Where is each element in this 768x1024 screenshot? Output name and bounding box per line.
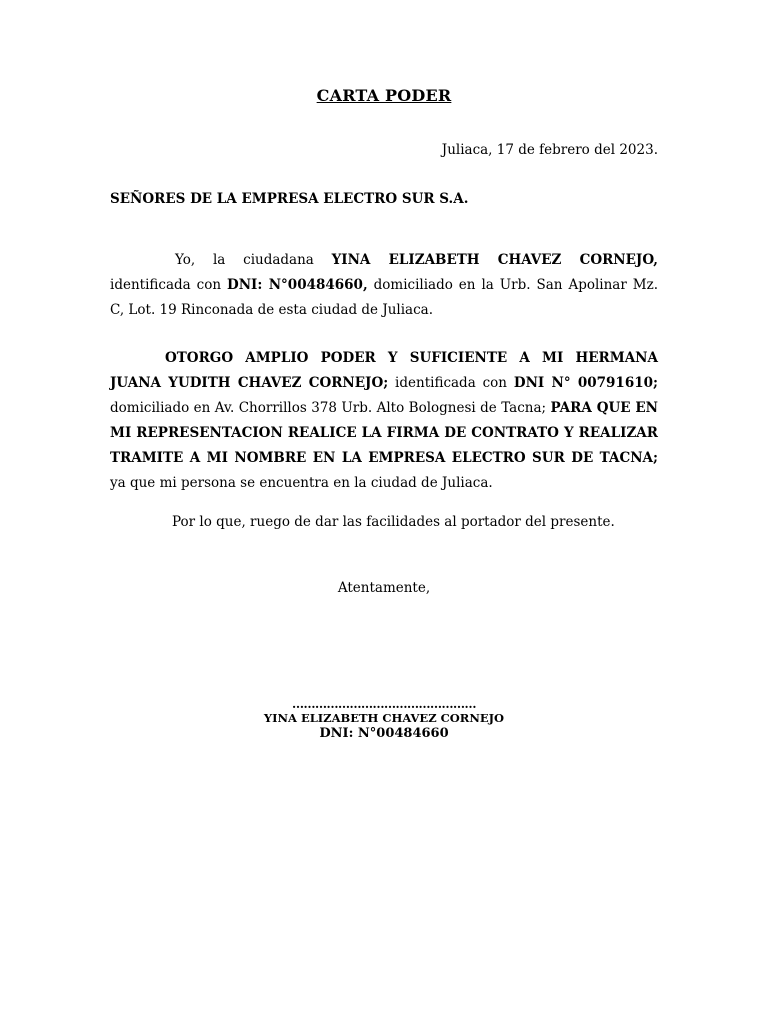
p2-text-3: ya que mi persona se encuentra en la ciudad de Juliaca. (110, 475, 493, 491)
signature-line: ………………………………………… (292, 697, 476, 711)
p2-agent-dni: DNI N° 00791610; (513, 375, 658, 391)
document-title: CARTA PODER (316, 86, 452, 105)
date-line: Juliaca, 17 de febrero del 2023. (441, 142, 658, 158)
p1-grantor-dni: DNI: N°00484660, (227, 277, 368, 293)
p2-purpose: PARA QUE EN MI REPRESENTACION REALICE LA FIRMA DE CONTRATO Y REALIZAR TRAMITE A MI NOMBRE EN LA EMPRESA ELECTRO SUR DE TACNA; (110, 400, 658, 466)
signature-block (0, 697, 768, 742)
p2-text-1: identificada con (388, 375, 514, 391)
closing-line: Atentamente, (337, 580, 431, 596)
p2-text-2: domiciliado en Av. Chorrillos 378 Urb. Alto Bolognesi de Tacna; (110, 400, 551, 416)
signature-name: YINA ELIZABETH CHAVEZ CORNEJO (263, 711, 505, 725)
p1-text-2: identificada con (110, 277, 227, 293)
recipient-line: SEÑORES DE LA EMPRESA ELECTRO SUR S.A. (110, 191, 469, 207)
paragraph-grant (110, 346, 658, 496)
paragraph-request: Por lo que, ruego de dar las facilidades al portador del presente. (172, 514, 615, 530)
p1-text-1: Yo, la ciudadana (175, 252, 332, 268)
paragraph-identification (110, 248, 658, 323)
p1-grantor-name: YINA ELIZABETH CHAVEZ CORNEJO, (331, 252, 658, 268)
p2-grant-statement: OTORGO AMPLIO PODER Y SUFICIENTE A MI HERMANA JUANA YUDITH CHAVEZ CORNEJO; (110, 350, 658, 391)
signature-dni: DNI: N°00484660 (319, 726, 449, 741)
p1-text-3: domiciliado en la Urb. San Apolinar Mz. C, Lot. 19 Rinconada de esta ciudad de Juliaca. (110, 277, 658, 318)
